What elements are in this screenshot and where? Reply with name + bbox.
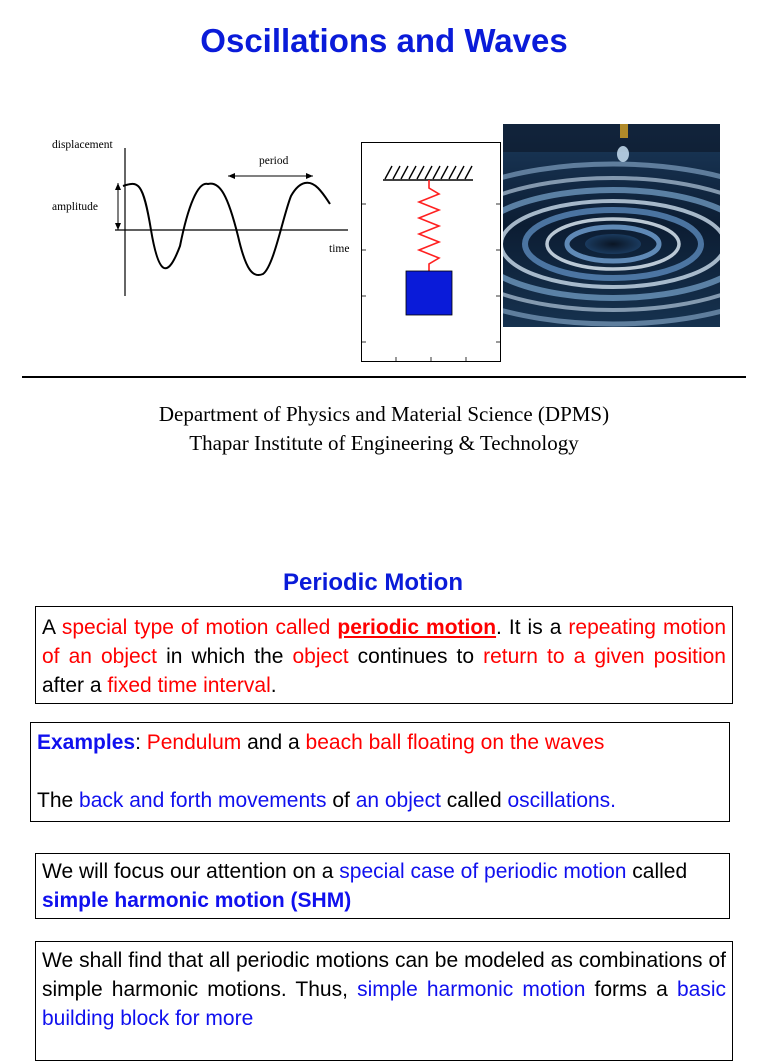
text-highlight: special type of motion called <box>61 616 331 639</box>
text-highlight: back and forth movements <box>79 789 327 812</box>
text: called <box>626 860 688 883</box>
shm-focus-box <box>35 853 730 919</box>
text: We will focus our attention on a <box>42 860 340 883</box>
period-arrow-right <box>306 173 313 179</box>
text: forms a <box>585 978 677 1001</box>
divider-rule <box>22 376 746 378</box>
text: in which the <box>157 645 293 668</box>
text-highlight: return to a given position <box>483 645 726 668</box>
text: of <box>326 789 356 812</box>
section-title: Periodic Motion <box>283 569 463 596</box>
example-beach-ball: beach ball floating on the waves <box>305 731 605 754</box>
term-shm: simple harmonic motion (SHM) <box>42 889 352 912</box>
text-highlight: repeating motion of an object <box>42 616 727 668</box>
spring-frame <box>362 143 501 362</box>
building-block-box <box>35 941 733 1061</box>
time-label: time <box>329 243 350 255</box>
text: . It is a <box>496 616 569 639</box>
examples-label: Examples <box>37 731 136 754</box>
text-highlight: special case of periodic motion <box>339 860 627 883</box>
ripple-center <box>585 234 641 254</box>
text-highlight: basic building block for more <box>42 978 726 1030</box>
faucet <box>620 124 628 138</box>
term-periodic-motion: periodic motion <box>337 616 497 639</box>
period-arrow-left <box>228 173 235 179</box>
amplitude-label: amplitude <box>52 201 98 213</box>
department-name: Department of Physics and Material Science (DPMS) <box>158 402 610 426</box>
oscillations-line <box>37 786 723 815</box>
text-highlight: object <box>292 645 349 668</box>
text: . <box>270 674 277 697</box>
text: continues to <box>348 645 484 668</box>
water-drop <box>617 146 629 162</box>
text: The <box>37 789 80 812</box>
text-highlight: an object <box>355 789 441 812</box>
spring-mass-diagram <box>361 142 501 362</box>
wave-diagram <box>48 136 360 321</box>
text: A <box>42 616 62 639</box>
examples-box <box>30 722 730 822</box>
mass-block <box>406 271 452 315</box>
period-label: period <box>259 155 289 167</box>
water-ripple-image <box>503 124 720 327</box>
term-oscillations: oscillations. <box>507 789 617 812</box>
text-highlight: simple harmonic motion <box>357 978 586 1001</box>
examples-line <box>37 728 723 757</box>
displacement-label: displacement <box>52 139 113 151</box>
text: : <box>135 731 147 754</box>
text: and a <box>241 731 306 754</box>
page-title: Oscillations and Waves <box>200 22 568 59</box>
definition-box <box>35 606 733 704</box>
figure-row <box>0 118 768 368</box>
amplitude-arrow-down <box>115 223 121 230</box>
text: called <box>440 789 508 812</box>
institute-name: Thapar Institute of Engineering & Technology <box>189 431 579 455</box>
department-block <box>0 400 768 458</box>
spacer <box>37 757 723 786</box>
amplitude-arrow-up <box>115 183 121 190</box>
example-pendulum: Pendulum <box>146 731 242 754</box>
text: We shall find that all periodic motions can be modeled as combinations of simple harmonic motions. Thus, <box>42 949 726 1001</box>
text-highlight: fixed time interval <box>107 674 271 697</box>
text: after a <box>42 674 108 697</box>
sine-wave <box>123 183 330 275</box>
